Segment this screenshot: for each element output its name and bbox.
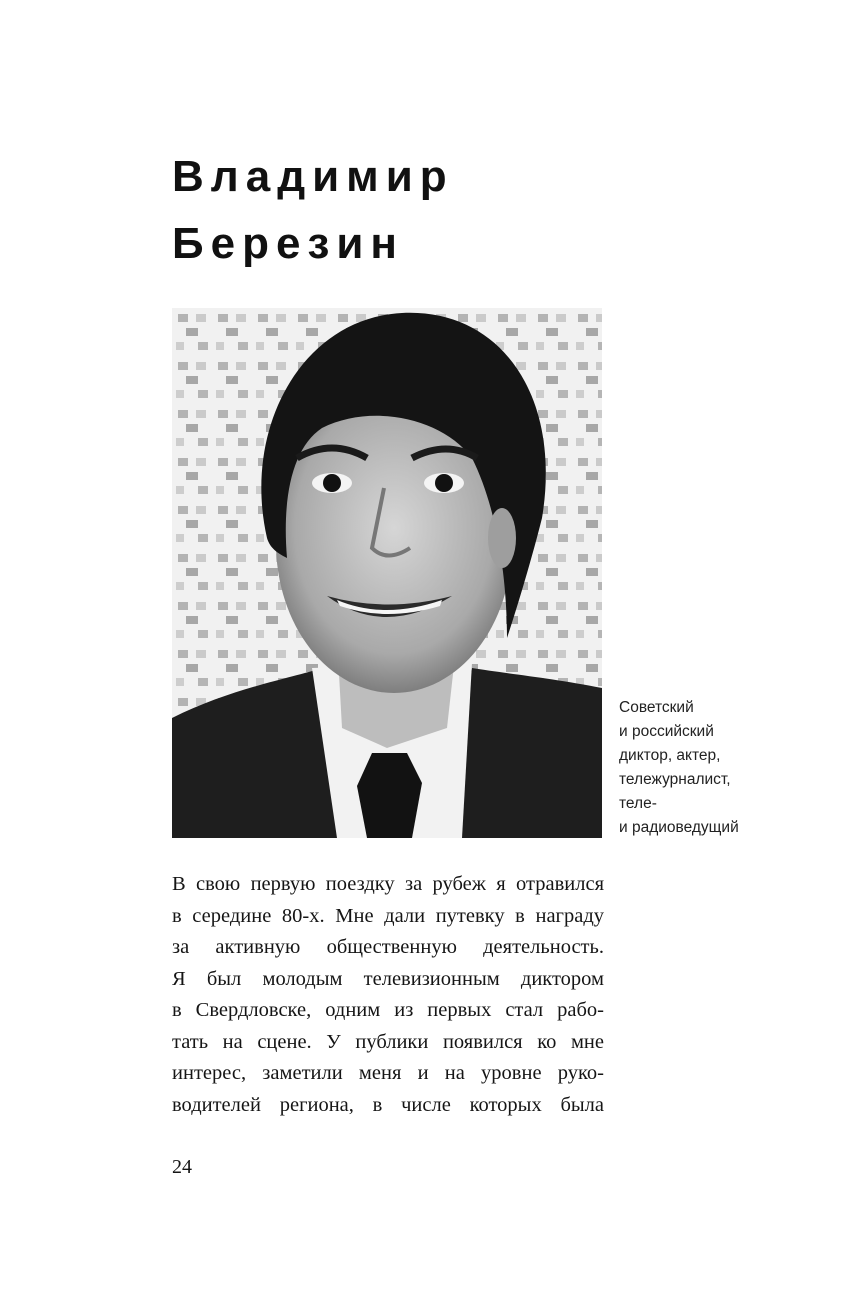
page-number: 24 — [172, 1156, 192, 1178]
title-first-name: Владимир — [172, 152, 454, 201]
caption-line: Советский — [619, 699, 694, 716]
body-line: тать на сцене. У публики появился ко мне — [172, 1030, 604, 1053]
body-line: водителей региона, в числе которых была — [172, 1093, 604, 1116]
photo-caption — [619, 696, 844, 840]
portrait-illustration — [172, 308, 602, 838]
portrait-photo — [172, 308, 602, 838]
caption-line: теле- — [619, 795, 657, 812]
body-paragraph — [172, 869, 604, 1121]
caption-line: тележурналист, — [619, 771, 731, 788]
caption-line: диктор, актер, — [619, 747, 721, 764]
body-line: Я был молодым телевизионным диктором — [172, 967, 604, 990]
body-line: интерес, заметили меня и на уровне руко- — [172, 1062, 604, 1084]
title-last-name: Березин — [172, 219, 404, 268]
body-line: В свою первую поездку за рубеж я отравился — [172, 873, 604, 895]
caption-line: и российский — [619, 723, 714, 740]
body-line: за активную общественную деятельность. — [172, 936, 604, 958]
body-line: в Свердловске, одним из первых стал рабо- — [172, 999, 604, 1021]
body-line: в середине 80-х. Мне дали путевку в награду — [172, 904, 604, 927]
caption-line: и радиоведущий — [619, 819, 739, 836]
